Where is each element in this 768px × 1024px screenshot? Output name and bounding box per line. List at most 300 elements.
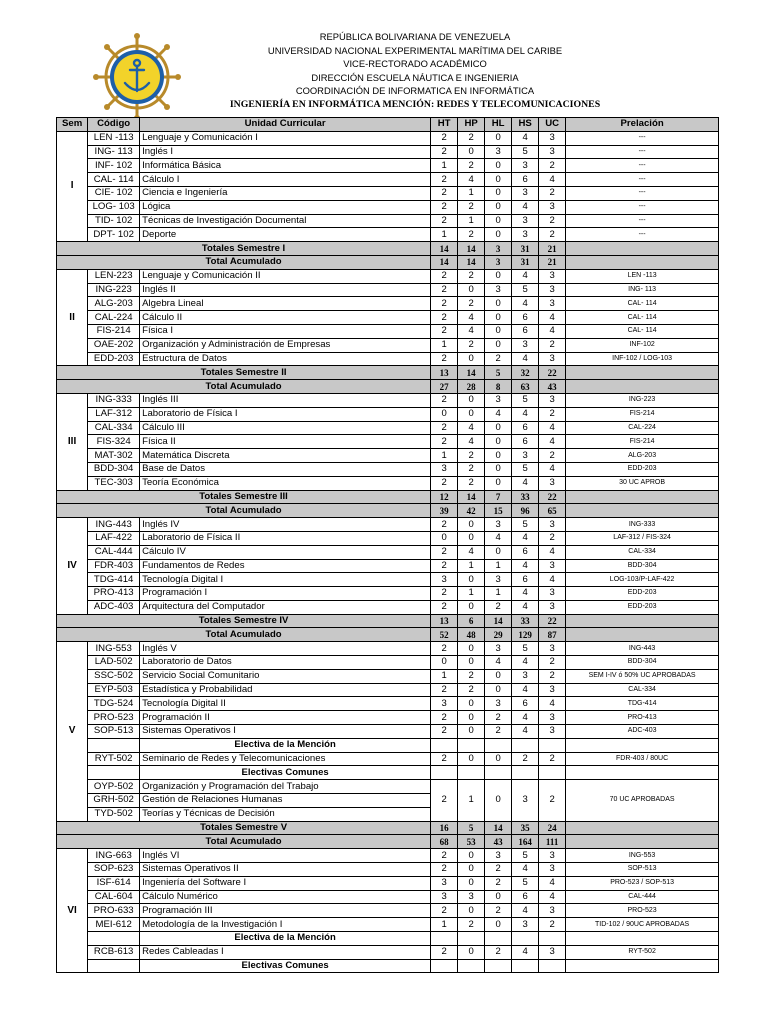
course-code: FIS-214 [88,324,140,338]
hours-ht: 1 [431,918,458,932]
semester-total-row [57,490,719,504]
table-row [57,462,719,476]
table-row [57,876,719,890]
course-code: PRO-413 [88,587,140,601]
hours-hp: 1 [458,559,485,573]
course-code: PRO-633 [88,904,140,918]
hours-hp: 2 [458,200,485,214]
total-hp: 53 [458,835,485,849]
course-code: CAL- 114 [88,173,140,187]
hours-uc: 4 [539,573,566,587]
hours-uc: 3 [539,683,566,697]
hours-hp: 0 [458,945,485,959]
hours-hs: 4 [512,269,539,283]
course-prerequisite: FIS-214 [566,407,719,421]
course-prerequisite: ALG-203 [566,449,719,463]
course-code: ING-553 [88,642,140,656]
hours-ht: 2 [431,311,458,325]
hours-ht: 1 [431,338,458,352]
cumulative-total-row [57,380,719,394]
course-name: Técnicas de Investigación Documental [140,214,431,228]
empty-cell [539,932,566,946]
hours-uc: 3 [539,904,566,918]
hours-hl: 2 [485,352,512,366]
total-hl: 8 [485,380,512,394]
hours-hs: 4 [512,587,539,601]
course-prerequisite: --- [566,173,719,187]
hours-hl: 0 [485,324,512,338]
hours-uc: 4 [539,311,566,325]
hours-ht: 2 [431,297,458,311]
hours-uc: 3 [539,131,566,145]
hours-hp: 0 [458,656,485,670]
course-name: Ingeniería del Software I [140,876,431,890]
course-code: TYD-502 [88,807,140,821]
table-row [57,311,719,325]
hours-hp: 0 [458,642,485,656]
hours-hs: 3 [512,186,539,200]
total-uc: 87 [539,628,566,642]
empty-cell [485,932,512,946]
empty-cell [566,490,719,504]
course-prerequisite: PRO-523 / SOP-513 [566,876,719,890]
empty-cell [566,628,719,642]
course-prerequisite: CAL-444 [566,890,719,904]
course-code: DPT- 102 [88,228,140,242]
hours-ht: 2 [431,173,458,187]
hours-hp: 0 [458,752,485,766]
total-uc: 43 [539,380,566,394]
hours-uc: 2 [539,752,566,766]
hours-hs: 6 [512,324,539,338]
empty-cell [566,504,719,518]
hours-hl: 3 [485,145,512,159]
hours-hl: 0 [485,752,512,766]
empty-cell [539,766,566,780]
table-row [57,186,719,200]
col-header-ht: HT [431,118,458,132]
course-name: Sistemas Operativos I [140,725,431,739]
total-hl: 14 [485,821,512,835]
hours-hl: 0 [485,200,512,214]
table-row [57,587,719,601]
total-label: Totales Semestre V [57,821,431,835]
hours-uc: 3 [539,587,566,601]
hours-ht: 1 [431,228,458,242]
course-prerequisite: CAL- 114 [566,311,719,325]
hours-hp: 2 [458,476,485,490]
hours-ht: 2 [431,186,458,200]
hours-uc: 3 [539,297,566,311]
hours-hs: 4 [512,476,539,490]
hours-hs: 6 [512,173,539,187]
hours-hp: 0 [458,697,485,711]
empty-cell [512,738,539,752]
hours-hs: 4 [512,559,539,573]
course-name: Estadística y Probabilidad [140,683,431,697]
hours-hl: 2 [485,600,512,614]
course-prerequisite: 70 UC APROBADAS [566,780,719,821]
hours-ht: 2 [431,545,458,559]
hours-hl: 0 [485,173,512,187]
hours-hl: 3 [485,393,512,407]
total-uc: 111 [539,835,566,849]
course-prerequisite: ING- 113 [566,283,719,297]
hours-uc: 2 [539,656,566,670]
course-name: Cálculo I [140,173,431,187]
course-name: Ciencia e Ingeniería [140,186,431,200]
course-prerequisite: --- [566,200,719,214]
course-name: Arquitectura del Computador [140,600,431,614]
course-prerequisite: LEN -113 [566,269,719,283]
total-label: Total Acumulado [57,628,431,642]
course-name: Inglés II [140,283,431,297]
hours-hl: 0 [485,269,512,283]
hours-ht: 2 [431,904,458,918]
hours-hs: 4 [512,352,539,366]
hours-hp: 0 [458,904,485,918]
course-code: ING-663 [88,849,140,863]
table-row [57,159,719,173]
table-row [57,890,719,904]
hours-hs: 3 [512,159,539,173]
hours-hp: 1 [458,214,485,228]
hours-hp: 2 [458,683,485,697]
semester-number: VI [57,849,88,973]
table-row [57,338,719,352]
table-row [57,214,719,228]
hours-uc: 3 [539,393,566,407]
empty-cell [485,959,512,973]
hours-hl: 0 [485,462,512,476]
course-prerequisite: RYT-502 [566,945,719,959]
col-header-uc: UC [539,118,566,132]
table-row [57,752,719,766]
hours-hp: 4 [458,545,485,559]
course-prerequisite: EDD-203 [566,462,719,476]
hours-hp: 3 [458,890,485,904]
hours-hs: 5 [512,462,539,476]
total-hp: 48 [458,628,485,642]
course-code: CAL-224 [88,311,140,325]
hours-hp: 4 [458,311,485,325]
hours-ht: 1 [431,669,458,683]
course-name: Seminario de Redes y Telecomunicaciones [140,752,431,766]
course-prerequisite: EDD-203 [566,587,719,601]
empty-cell [431,766,458,780]
course-code: TID- 102 [88,214,140,228]
hours-hp: 2 [458,669,485,683]
hours-ht: 3 [431,573,458,587]
course-code: MAT-302 [88,449,140,463]
total-ht: 12 [431,490,458,504]
semester-number: V [57,642,88,821]
hours-ht: 2 [431,421,458,435]
hours-uc: 3 [539,863,566,877]
course-prerequisite: TID-102 / 90UC APROBADAS [566,918,719,932]
col-header-hs: HS [512,118,539,132]
hours-hl: 0 [485,890,512,904]
hours-hp: 0 [458,518,485,532]
total-ht: 52 [431,628,458,642]
col-header-hl: HL [485,118,512,132]
semester-total-row [57,614,719,628]
course-name: Matemática Discreta [140,449,431,463]
course-prerequisite: CAL-334 [566,683,719,697]
semester-total-row [57,821,719,835]
hours-hl: 4 [485,656,512,670]
empty-cell [88,959,140,973]
hours-hs: 3 [512,228,539,242]
total-hp: 5 [458,821,485,835]
col-header-unidad: Unidad Curricular [140,118,431,132]
course-code: CAL-334 [88,421,140,435]
hours-hl: 0 [485,435,512,449]
course-prerequisite: 30 UC APROB [566,476,719,490]
header-line-country: REPÚBLICA BOLIVARIANA DE VENEZUELA [319,31,511,42]
course-code: ING-333 [88,393,140,407]
total-uc: 21 [539,242,566,256]
empty-cell [566,366,719,380]
hours-ht: 2 [431,711,458,725]
course-name: Estructura de Datos [140,352,431,366]
hours-hs: 3 [512,214,539,228]
hours-hs: 6 [512,545,539,559]
course-name: Teorías y Técnicas de Decisión [140,807,431,821]
total-ht: 39 [431,504,458,518]
hours-hs: 3 [512,669,539,683]
course-name: Lenguaje y Comunicación II [140,269,431,283]
course-name: Física I [140,324,431,338]
course-prerequisite: INF-102 [566,338,719,352]
hours-hp: 2 [458,297,485,311]
total-hp: 14 [458,242,485,256]
table-row [57,131,719,145]
hours-hl: 0 [485,421,512,435]
total-hp: 14 [458,490,485,504]
hours-hs: 4 [512,863,539,877]
hours-ht: 3 [431,697,458,711]
hours-hp: 0 [458,573,485,587]
hours-hp: 0 [458,145,485,159]
hours-hp: 4 [458,435,485,449]
course-name: Programación II [140,711,431,725]
course-code: FIS-324 [88,435,140,449]
hours-hs: 3 [512,449,539,463]
hours-uc: 2 [539,780,566,821]
hours-hp: 2 [458,159,485,173]
course-code: SOP-623 [88,863,140,877]
course-code: TDG-414 [88,573,140,587]
empty-cell [458,738,485,752]
table-row [57,449,719,463]
course-code: RCB-613 [88,945,140,959]
hours-hl: 0 [485,449,512,463]
total-ht: 16 [431,821,458,835]
total-hl: 7 [485,490,512,504]
empty-cell [512,766,539,780]
hours-hs: 3 [512,918,539,932]
hours-uc: 3 [539,849,566,863]
table-row [57,352,719,366]
total-hs: 33 [512,490,539,504]
hours-uc: 4 [539,462,566,476]
hours-hl: 1 [485,559,512,573]
course-code: CIE- 102 [88,186,140,200]
table-row [57,531,719,545]
course-code: EDD-203 [88,352,140,366]
empty-cell [539,959,566,973]
hours-uc: 4 [539,697,566,711]
course-prerequisite: CAL- 114 [566,297,719,311]
hours-ht: 2 [431,642,458,656]
hours-hl: 3 [485,518,512,532]
table-row [57,945,719,959]
course-prerequisite: BDD-304 [566,559,719,573]
empty-cell [431,738,458,752]
hours-uc: 2 [539,186,566,200]
hours-hs: 4 [512,407,539,421]
hours-hs: 4 [512,200,539,214]
table-row [57,545,719,559]
course-code: SOP-513 [88,725,140,739]
course-prerequisite: SEM I-IV ó 50% UC APROBADAS [566,669,719,683]
course-name: Inglés VI [140,849,431,863]
hours-ht: 2 [431,214,458,228]
hours-hl: 0 [485,228,512,242]
curriculum-table [56,117,719,973]
table-row [57,421,719,435]
table-row [57,642,719,656]
hours-uc: 3 [539,559,566,573]
table-row [57,600,719,614]
hours-hl: 3 [485,283,512,297]
course-prerequisite: PRO-523 [566,904,719,918]
course-prerequisite: FDR-403 / 80UC [566,752,719,766]
hours-hs: 5 [512,642,539,656]
hours-hs: 4 [512,711,539,725]
empty-cell [566,835,719,849]
table-row [57,393,719,407]
hours-ht: 2 [431,518,458,532]
total-hl: 15 [485,504,512,518]
table-row [57,683,719,697]
hours-hp: 0 [458,531,485,545]
hours-hl: 0 [485,683,512,697]
table-row [57,297,719,311]
total-uc: 22 [539,366,566,380]
course-prerequisite: LOG-103/P-LAF-422 [566,573,719,587]
course-code: LAD-502 [88,656,140,670]
course-code: EYP-503 [88,683,140,697]
hours-hl: 0 [485,159,512,173]
empty-cell [566,738,719,752]
total-label: Totales Semestre III [57,490,431,504]
course-prerequisite: --- [566,131,719,145]
empty-cell [566,959,719,973]
course-name: Inglés IV [140,518,431,532]
hours-hp: 1 [458,587,485,601]
course-name: Servicio Social Comunitario [140,669,431,683]
header-line-coordination: COORDINACIÓN DE INFORMATICA EN INFORMÁTICA [295,85,535,97]
hours-hp: 0 [458,352,485,366]
total-hp: 14 [458,255,485,269]
hours-uc: 2 [539,407,566,421]
course-name: Cálculo III [140,421,431,435]
hours-uc: 3 [539,518,566,532]
table-row [57,904,719,918]
table-row [57,283,719,297]
course-code: ING-443 [88,518,140,532]
hours-uc: 2 [539,214,566,228]
header-line-vicerectorate: VICE-RECTORADO ACADÉMICO [343,58,487,70]
course-name: Inglés V [140,642,431,656]
total-hs: 32 [512,366,539,380]
hours-hl: 4 [485,407,512,421]
section-label: Electivas Comunes [140,959,431,973]
course-prerequisite: --- [566,186,719,200]
course-code: LAF-312 [88,407,140,421]
hours-ht: 0 [431,407,458,421]
total-hs: 31 [512,242,539,256]
total-uc: 22 [539,490,566,504]
col-header-codigo: Código [88,118,140,132]
hours-hl: 3 [485,849,512,863]
hours-ht: 3 [431,462,458,476]
total-hs: 35 [512,821,539,835]
hours-hl: 2 [485,904,512,918]
table-row [57,669,719,683]
course-prerequisite: BDD-304 [566,656,719,670]
empty-cell [512,932,539,946]
table-row [57,559,719,573]
table-row [57,697,719,711]
hours-uc: 3 [539,642,566,656]
hours-ht: 0 [431,656,458,670]
hours-uc: 2 [539,159,566,173]
total-uc: 22 [539,614,566,628]
course-code: ING-223 [88,283,140,297]
table-row [57,711,719,725]
hours-hp: 4 [458,173,485,187]
hours-hp: 2 [458,338,485,352]
hours-hs: 5 [512,145,539,159]
hours-hl: 4 [485,531,512,545]
hours-uc: 3 [539,725,566,739]
total-hp: 6 [458,614,485,628]
hours-hs: 4 [512,297,539,311]
course-name: Tecnología Digital I [140,573,431,587]
hours-ht: 2 [431,600,458,614]
course-name: Lógica [140,200,431,214]
hours-hs: 2 [512,752,539,766]
course-name: Física II [140,435,431,449]
course-name: Cálculo II [140,311,431,325]
hours-hs: 5 [512,393,539,407]
course-name: Tecnología Digital II [140,697,431,711]
hours-hp: 0 [458,849,485,863]
hours-hp: 4 [458,421,485,435]
total-ht: 13 [431,366,458,380]
hours-ht: 2 [431,559,458,573]
col-header-hp: HP [458,118,485,132]
hours-hl: 0 [485,476,512,490]
hours-ht: 2 [431,435,458,449]
course-code: BDD-304 [88,462,140,476]
hours-hs: 5 [512,876,539,890]
header-line-direction: DIRECCIÓN ESCUELA NÁUTICA E INGENIERIA [311,71,519,83]
course-prerequisite: ADC-403 [566,725,719,739]
